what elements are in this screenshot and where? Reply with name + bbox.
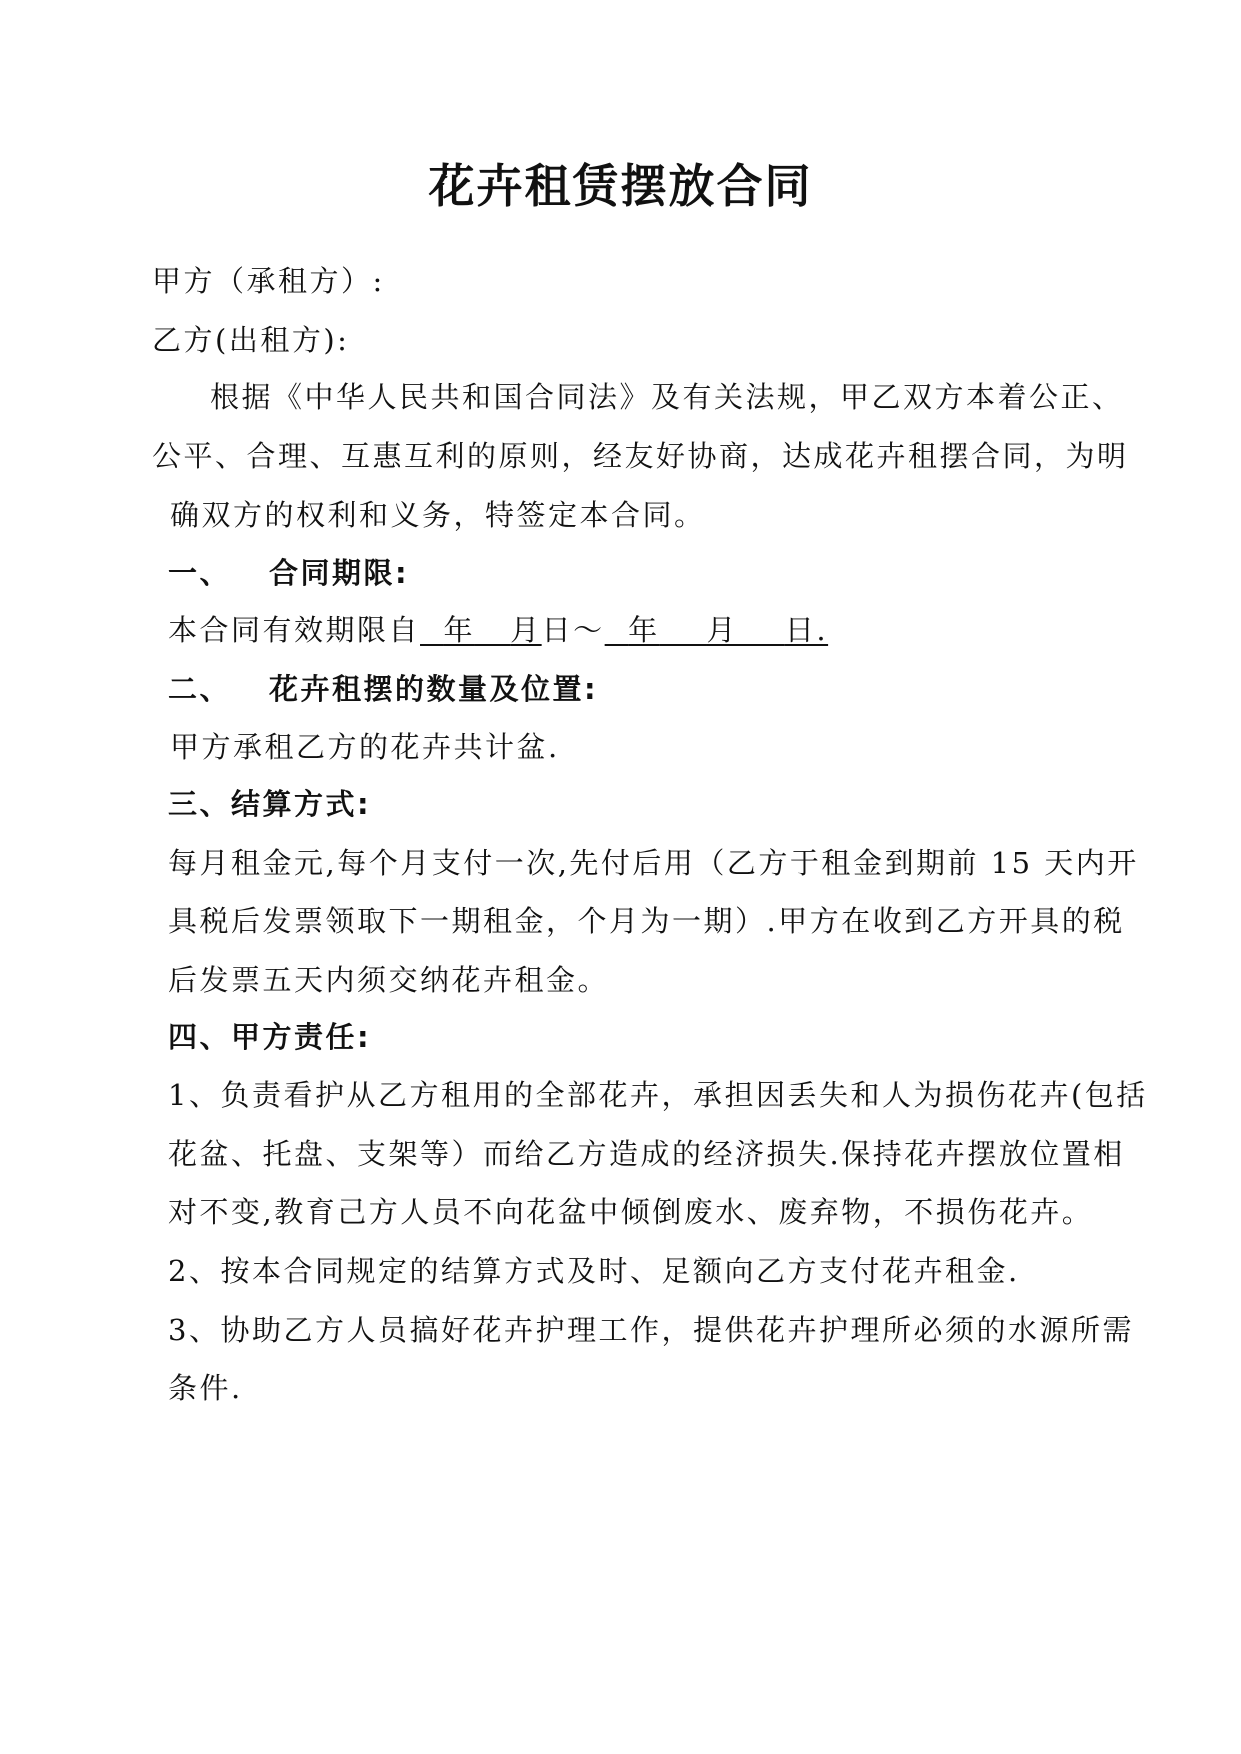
section-4-heading: 四、甲方责任: (168, 1020, 372, 1054)
document-title: 花卉租赁摆放合同 (428, 159, 813, 213)
start-date-blank (420, 613, 542, 647)
party-b-line: 乙方(出租方): (152, 323, 350, 357)
section-4-line-5: 3、协助乙方人员搞好花卉护理工作，提供花卉护理所必须的水源所需 (168, 1313, 1134, 1347)
party-a-line: 甲方（承租方）: (152, 264, 385, 298)
start-year-label: 年 (443, 613, 475, 647)
end-date-blank (605, 613, 828, 647)
intro-line-1: 根据《中华人民共和国合同法》及有关法规，甲乙双方本着公正、 (210, 380, 1124, 414)
section-1-heading (168, 553, 409, 593)
term-line (168, 610, 828, 650)
section-3-heading: 三、结算方式: (168, 787, 372, 821)
section-2-text: 甲方承租乙方的花卉共计盆. (170, 730, 560, 764)
intro-line-2: 公平、合理、互惠互利的原则，经友好协商，达成花卉租摆合同，为明 (152, 439, 1129, 473)
end-month-label: 月 (706, 613, 738, 647)
section-4-line-4: 2、按本合同规定的结算方式及时、足额向乙方支付花卉租金. (168, 1254, 1020, 1288)
section-2-heading (168, 669, 598, 709)
section-3-line-3: 后发票五天内须交纳花卉租金。 (168, 963, 610, 997)
section-3-line-2: 具税后发票领取下一期租金，个月为一期）.甲方在收到乙方开具的税 (168, 904, 1125, 938)
intro-line-3: 确双方的权利和义务，特签定本合同。 (170, 498, 706, 532)
start-month-label: 月 (510, 613, 542, 647)
start-day-label: 日～ (541, 613, 605, 647)
section-4-line-1: 1、负责看护从乙方租用的全部花卉，承担因丢失和人为损伤花卉(包括 (168, 1078, 1148, 1112)
section-4-line-3: 对不变,教育己方人员不向花盆中倾倒废水、废弃物，不损伤花卉。 (168, 1195, 1094, 1229)
end-day-label: 日. (784, 613, 829, 647)
section-2-title: 花卉租摆的数量及位置: (269, 672, 599, 706)
section-3-line-1: 每月租金元,每个月支付一次,先付后用（乙方于租金到期前 15 天内开 (168, 846, 1139, 880)
section-2-number: 二、 (168, 672, 232, 706)
end-year-label: 年 (628, 613, 660, 647)
term-prefix: 本合同有效期限自 (168, 613, 421, 647)
section-4-line-2: 花盆、托盘、支架等）而给乙方造成的经济损失.保持花卉摆放位置相 (168, 1137, 1125, 1171)
section-1-title: 合同期限: (269, 556, 410, 590)
section-4-line-6: 条件. (168, 1371, 243, 1405)
section-1-number: 一、 (168, 556, 232, 590)
